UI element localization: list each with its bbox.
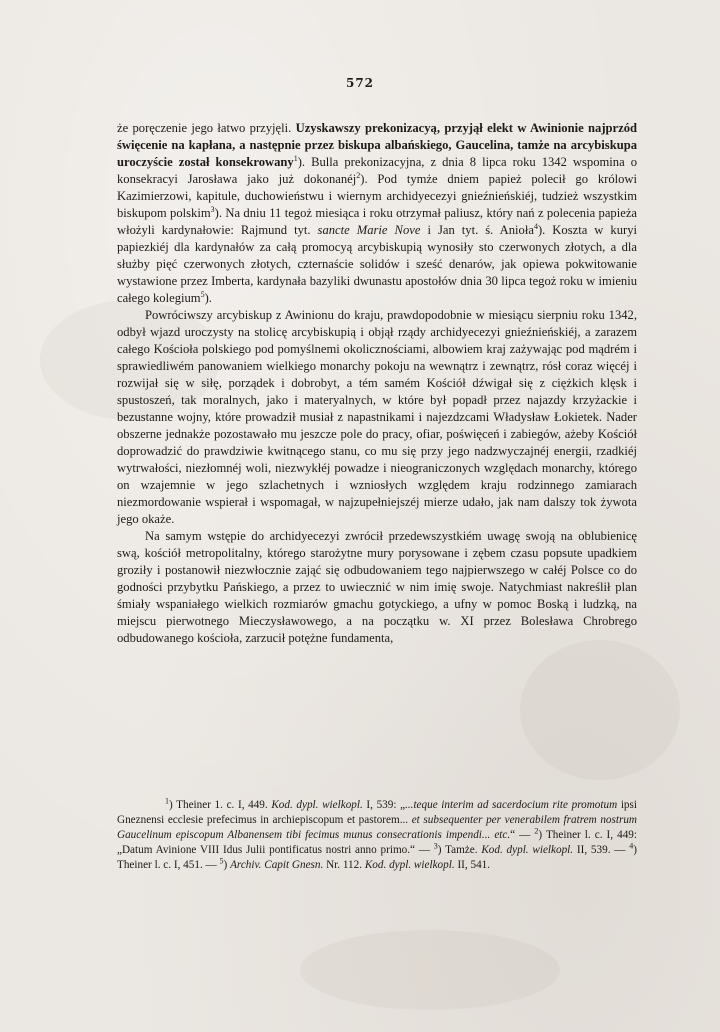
footnotes <box>117 798 637 873</box>
text-run: ) <box>223 858 231 871</box>
page-number: 572 <box>345 76 375 90</box>
footnote-marker: 3 <box>433 840 438 850</box>
text-run: ) Tamże. <box>437 843 482 856</box>
text-run: I, 539: „ <box>362 799 406 811</box>
footnote-marker: 5 <box>219 855 224 865</box>
text-run: ipsi Gneznensi ecclesie prefecimus in archiepiscopum et pastorem... <box>117 799 637 826</box>
text-run: ) Theiner l. c. I, 451. — <box>117 843 637 871</box>
footnote-marker: 4 <box>629 840 634 850</box>
main-text <box>117 120 637 647</box>
footnote-marker: 1 <box>165 796 169 806</box>
text-run: ) Theiner l. c. I, 449: „Datum Avinione VIII Idus Julii pontificatus nostri anno primo.“ — <box>117 828 637 856</box>
footnote-marker: 2 <box>356 170 361 180</box>
text-run: ). Pod tymże dniem papież polecił go królowi Kazimierzowi, kapitule, duchowieństwu i wiernym archidyecezyi gnieźnieńskiéj, tudzież wszystkim biskupom polskim <box>117 172 638 220</box>
italic-text: et subsequenter per venerabilem fratrem nostrum Gaucelinum episcopum Albanensem tibi fecimus munus consecrationis impendi... etc. <box>117 813 637 841</box>
text-run: “ — <box>510 828 535 841</box>
footnote-marker: 3 <box>210 204 215 214</box>
paper-stain <box>520 640 680 780</box>
text-run: ). Bulla prekonizacyjna, z dnia 8 lipca roku 1342 wspomina o konsekracyi Jarosława jako już dokonanéj <box>117 155 637 186</box>
italic-text: Archiv. Capit Gnesn. <box>230 858 324 871</box>
footnote-marker: 4 <box>533 221 538 231</box>
bold-text: Uzyskawszy prekonizacyą, przyjął elekt w Awinionie najprzód święcenie na kapłana, a następnie przez biskupa albańskiego, Gaucelina, tamże na arcybiskupa uroczyście został konsekrowany <box>117 121 637 169</box>
text-run: II, 539. — <box>573 843 630 856</box>
text-run: że poręczenie jego łatwo przyjęli. <box>117 121 296 135</box>
footnote-marker: 1 <box>293 153 298 163</box>
text-run: i Jan tyt. ś. Anioła <box>420 223 534 237</box>
footnote-block-1 <box>117 798 637 873</box>
italic-text: Kod. dypl. wielkopl. <box>481 843 574 856</box>
text-run: ). Na dniu 11 tegoż miesiąca i roku otrzymał paliusz, który nań z polecenia papieża włożyli kardynałowie: Rajmund tyt. <box>117 206 638 237</box>
text-run: II, 541. <box>454 858 491 871</box>
text-run: Na samym wstępie do archidyecezyi zwrócił przedewszystkiém uwagę swoją na oblubienicę swą, kościół metropolitalny, którego starożytne mury porysowane i zębem czasu popsute upadkiem groziły i postanowił niezwłocznie zająć się odbudowaniem tego najpierwszego w całéj Polsce co do godności przybytku Pańskiego, a przez to uwiecznić w nim imię swoje. Natychmiast nakreślił plan śmiały wspaniałego wielkich rozmiarów gmachu gotyckiego, a ufny w pomoc Boską i ludzką, na miejscu pierwotnego Mieczysławowego, a na początku w. XI przez Bolesława Chrobrego odbudowanego kościoła, zarzucił potężne fundamenta, <box>117 529 637 645</box>
italic-text: sancte Marie Nove <box>317 223 421 237</box>
text-run: ) Theiner 1. c. I, 449. <box>169 799 272 811</box>
text-run: ). <box>204 291 212 305</box>
paper-stain <box>300 930 560 1010</box>
footnote-marker: 2 <box>534 826 539 836</box>
italic-text: ...teque interim ad sacerdocium rite promotum <box>405 799 618 811</box>
text-run: Powróciwszy arcybiskup z Awinionu do kraju, prawdopodobnie w miesiącu sierpniu roku 1342, odbył wjazd uroczysty na stolicę arcybiskupią i objął rządy archidyecezyi gnieźnieńskiéj, a zarazem całego Kościoła polskiego pod pomyślnemi okolicznościami, albowiem kraj zażywając pod mądrém i sprawiedliwém panowaniem wielkiego monarchy pokoju na wewnątrz i zewnątrz, rósł coraz więcéj i rozwijał się w siłę, porządek i dobrobyt, a tém samém Kościół dźwigał się z ciężkich klęsk i spustoszeń, tak moralnych, jako i materyalnych, w które był popadł przez najazdy krzyżackie i bezustanne wojny, które prowadził musiał z napastnikami i najezdzcami Władysław Łokietek. Nader obszerne jednakże pozostawało mu jeszcze pole do pracy, ofiar, poświęceń i zabiegów, ażeby Kościół doprowadzić do prawdziwie kwitnącego stanu, co mu się przy jego nadzwyczajnéj energii, rzadkiéj wytrwałości, niezłomnéj woli, niezwykłéj powadze i nieograniczonych względach monarchy, którego on wzajemnie w jego szlachetnych i wzniosłych względem kraju rodzinnego zamiarach niezmordowanie wspierał i wspomagał, w najzupełniejszéj mierze udało, jak nam dalszy tok żywota jego okaże. <box>117 308 637 526</box>
paragraph-2 <box>117 307 637 528</box>
italic-text: Kod. dypl. wielkopl. <box>364 858 455 871</box>
paragraph-3 <box>117 528 637 647</box>
footnote-marker: 5 <box>200 289 205 299</box>
italic-text: Kod. dypl. wielkopl. <box>271 799 363 811</box>
text-run: ). Koszta w kuryi papiezkiéj dla kardynałów za całą promocyą arcybiskupią wynosiły sto czerwonych złotych, a dla służby pięć czerwonych złotych, czternaście solidów i sześć denarów, jak opiewa pokwitowanie wystawione przez Imberta, kardynała bazyliki dwunastu apostołów dnia 30 lipca tegoż roku w imieniu całego kolegium <box>117 223 638 305</box>
text-run: Nr. 112. <box>323 858 365 871</box>
paragraph-1 <box>117 120 637 307</box>
